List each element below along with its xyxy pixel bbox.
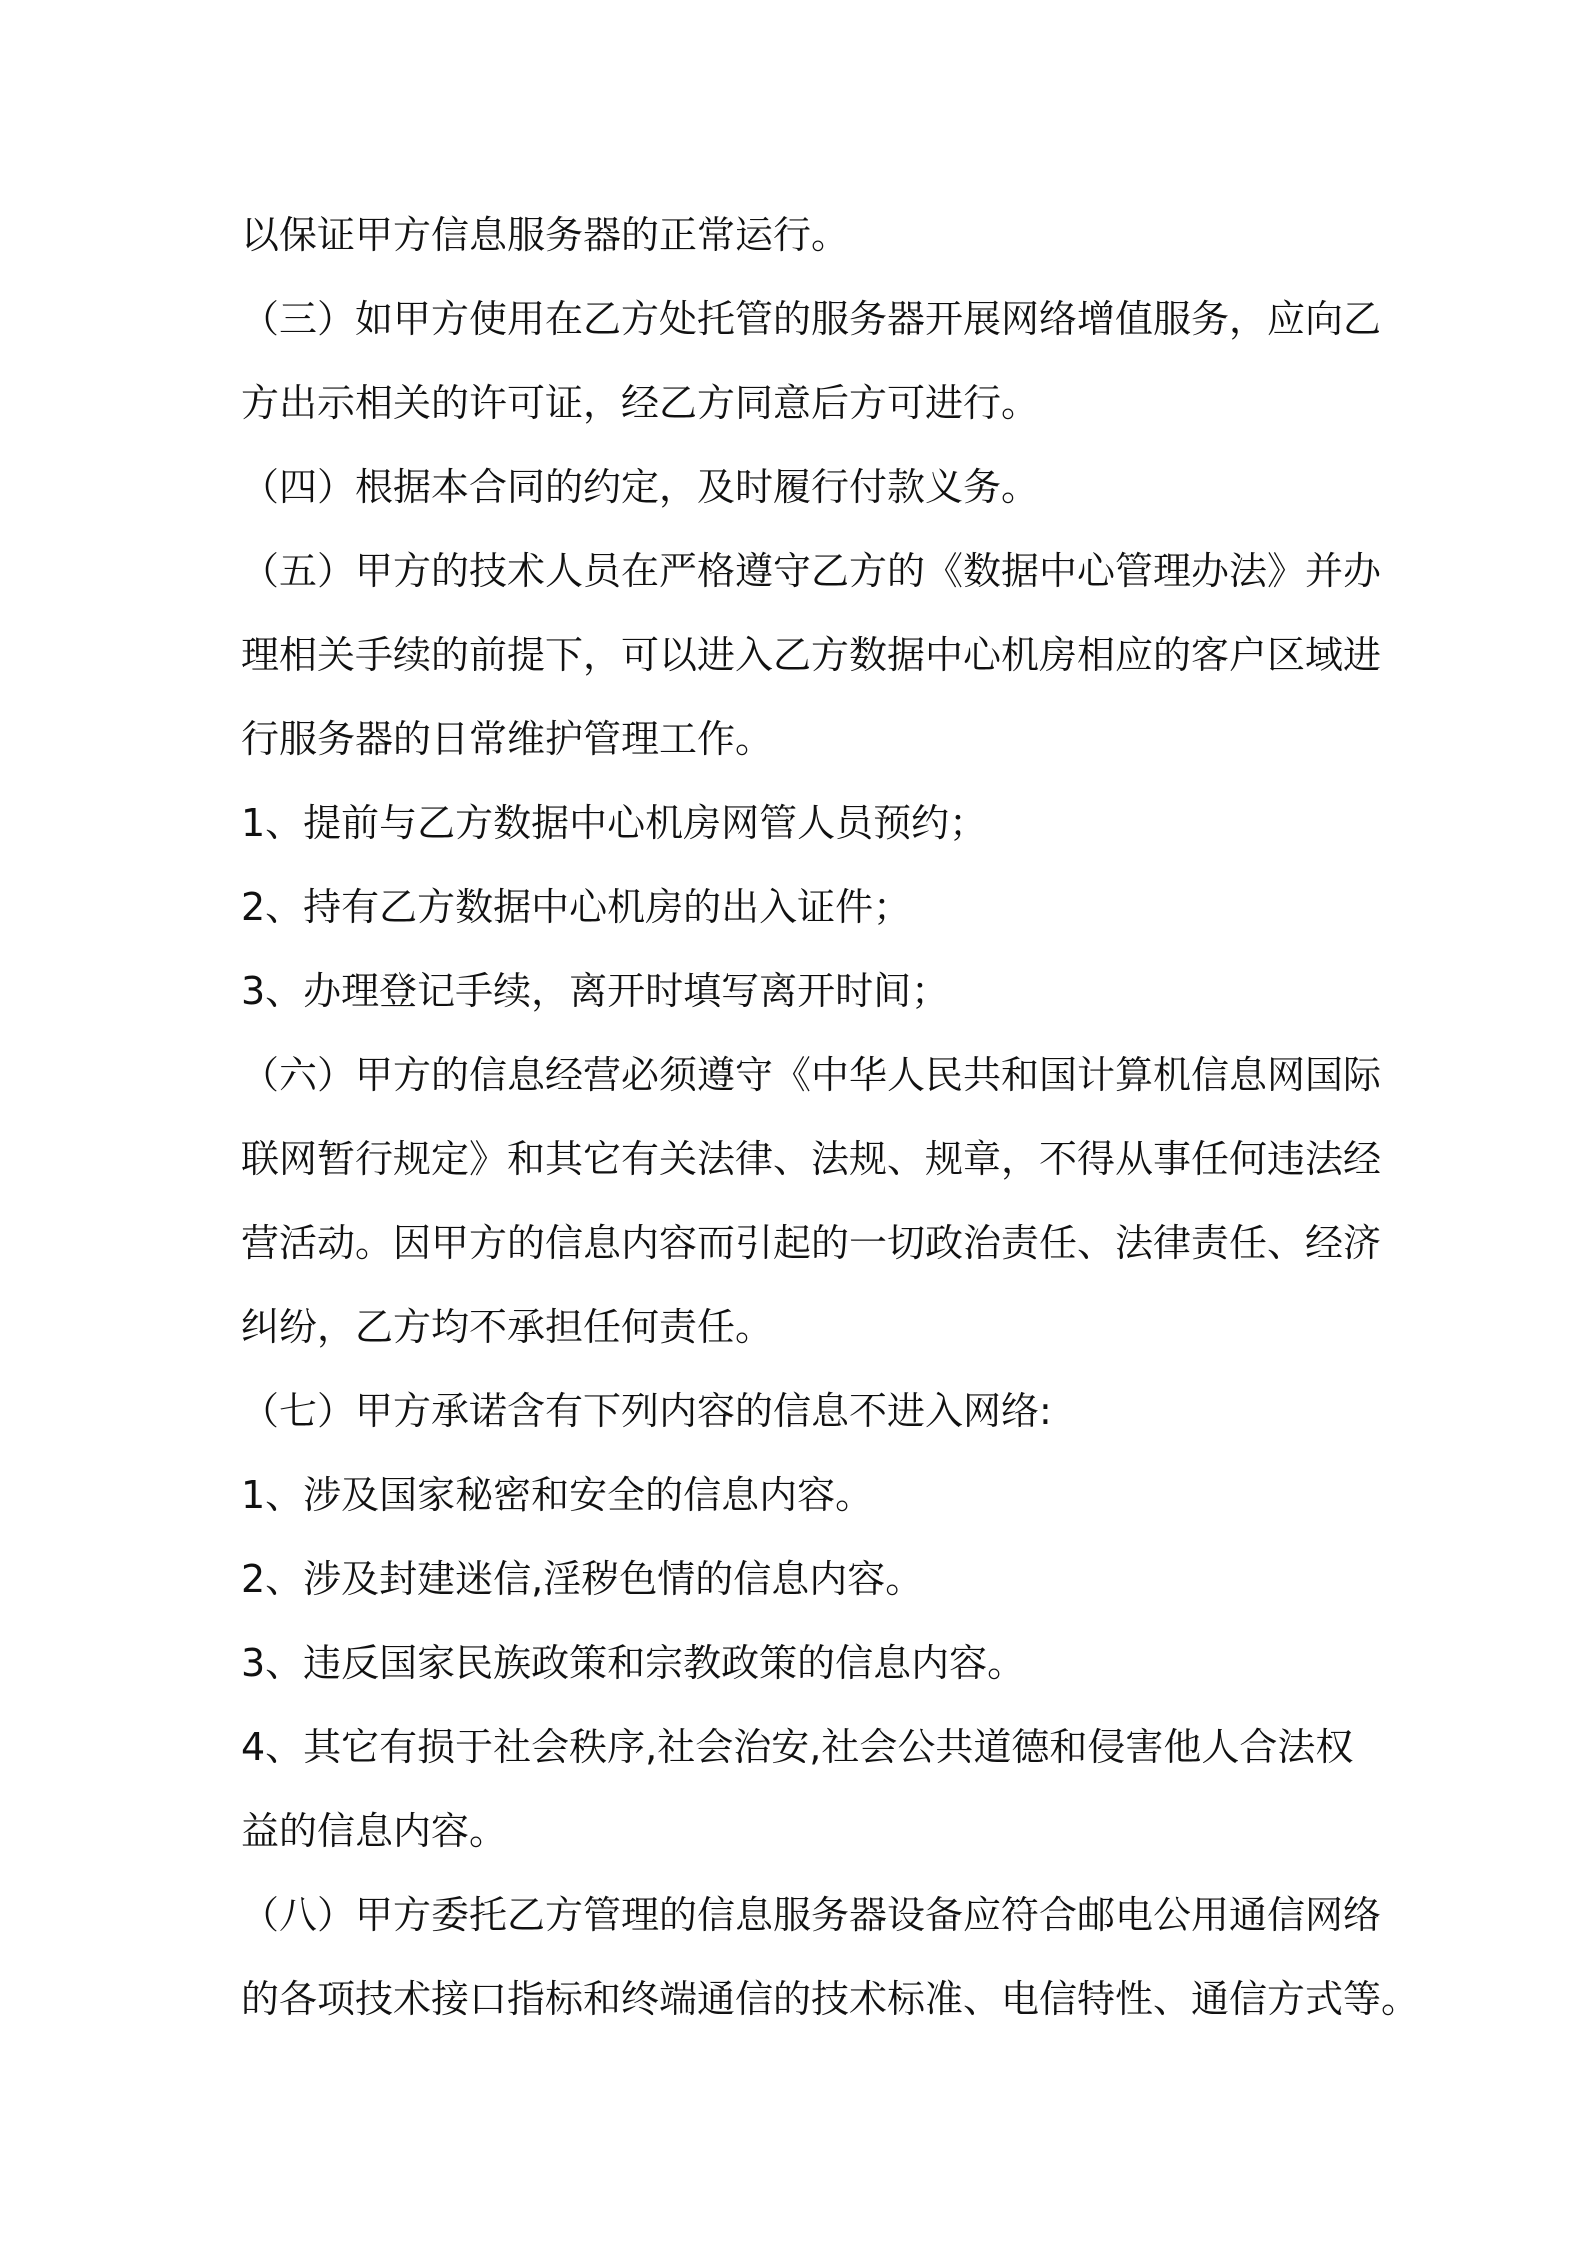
list-item: 1、涉及国家秘密和安全的信息内容。 (241, 1473, 874, 1517)
clause-8-line: （八）甲方委托乙方管理的信息服务器设备应符合邮电公用通信网络 (241, 1893, 1382, 1937)
text-line: 以保证甲方信息服务器的正常运行。 (241, 213, 850, 257)
text-line: 联网暂行规定》和其它有关法律、法规、规章，不得从事任何违法经 (241, 1137, 1382, 1181)
text-line: 的各项技术接口指标和终端通信的技术标准、电信特性、通信方式等。 (241, 1977, 1420, 2021)
list-item: 3、违反国家民族政策和宗教政策的信息内容。 (241, 1641, 1026, 1685)
text-line: 理相关手续的前提下，可以进入乙方数据中心机房相应的客户区域进 (241, 633, 1382, 677)
text-line: 行服务器的日常维护管理工作。 (241, 717, 774, 761)
text-line: 营活动。因甲方的信息内容而引起的一切政治责任、法律责任、经济 (241, 1221, 1382, 1265)
clause-4-line: （四）根据本合同的约定，及时履行付款义务。 (241, 465, 1040, 509)
clause-7-line: （七）甲方承诺含有下列内容的信息不进入网络: (241, 1389, 1052, 1433)
list-item: 4、其它有损于社会秩序,社会治安,社会公共道德和侵害他人合法权 (241, 1725, 1354, 1769)
text-line: 方出示相关的许可证，经乙方同意后方可进行。 (241, 381, 1040, 425)
list-item: 2、涉及封建迷信,淫秽色情的信息内容。 (241, 1557, 924, 1601)
list-item: 1、提前与乙方数据中心机房网管人员预约； (241, 801, 988, 845)
clause-3-line: （三）如甲方使用在乙方处托管的服务器开展网络增值服务，应向乙 (241, 297, 1382, 341)
text-line: 纠纷，乙方均不承担任何责任。 (241, 1305, 774, 1349)
list-item: 3、办理登记手续，离开时填写离开时间； (241, 969, 950, 1013)
clause-5-line: （五）甲方的技术人员在严格遵守乙方的《数据中心管理办法》并办 (241, 549, 1382, 593)
list-item: 2、持有乙方数据中心机房的出入证件； (241, 885, 912, 929)
text-line: 益的信息内容。 (241, 1809, 508, 1853)
clause-6-line: （六）甲方的信息经营必须遵守《中华人民共和国计算机信息网国际 (241, 1053, 1382, 1097)
document-page (241, 193, 1420, 2041)
